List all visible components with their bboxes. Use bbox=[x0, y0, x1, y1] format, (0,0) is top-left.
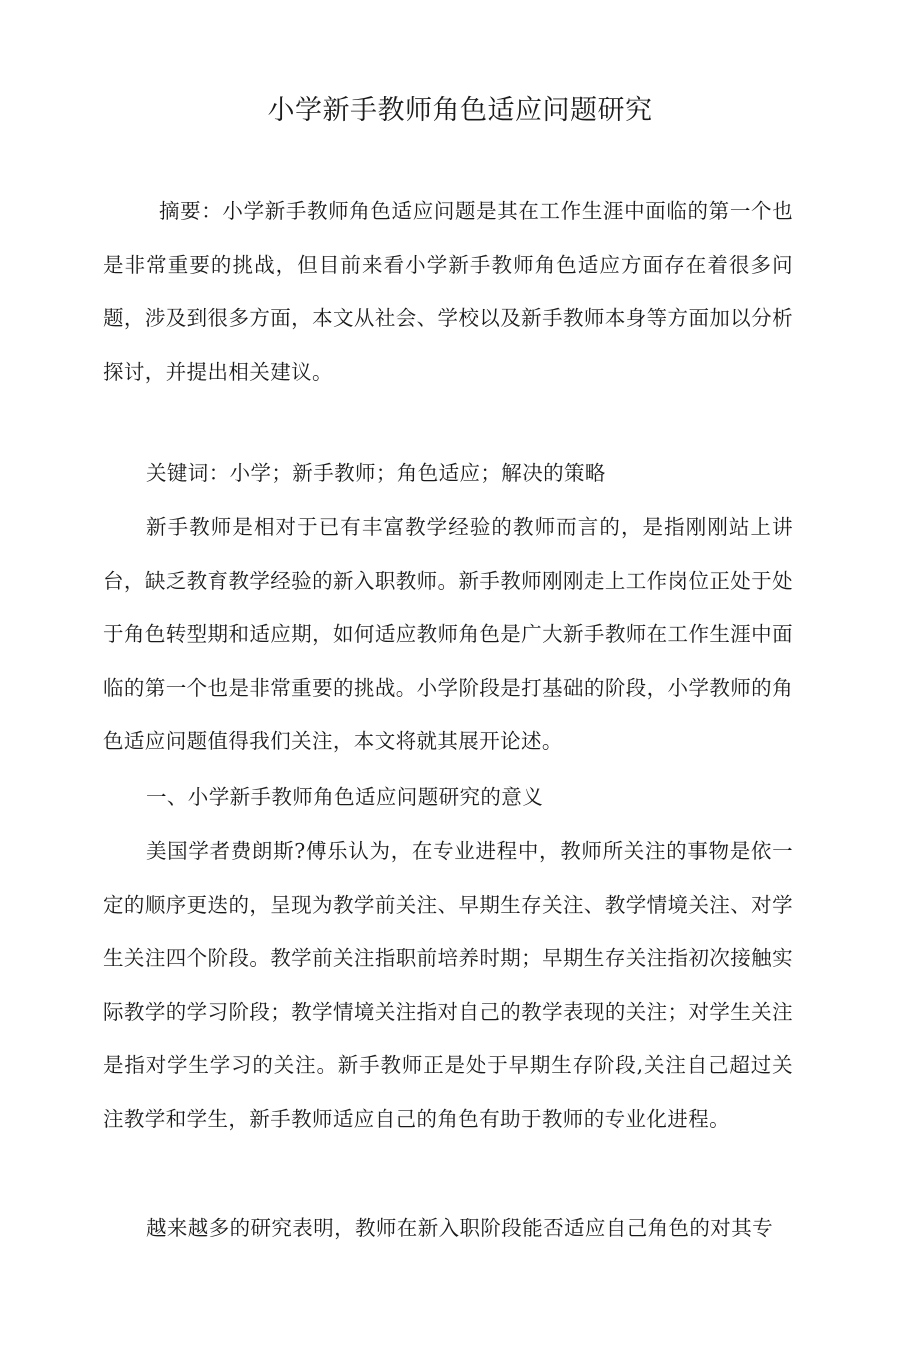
body-paragraph-1: 新手教师是相对于已有丰富教学经验的教师而言的，是指刚刚站上讲台，缺乏教育教学经验的新入职教师。新手教师刚刚走上工作岗位正处于处于角色转型期和适应期，如何适应教师角色是广大新手教师在工作生涯中面临的第一个也是非常重要的挑战。小学阶段是打基础的阶段，小学教师的角色适应问题值得我们关注，本文将就其展开论述。 bbox=[103, 515, 793, 753]
section-heading-1: 一、小学新手教师角色适应问题研究的意义 bbox=[146, 785, 544, 809]
body-paragraph-3: 越来越多的研究表明，教师在新入职阶段能否适应自己角色的对其专 bbox=[146, 1216, 773, 1240]
abstract-text: 摘要：小学新手教师角色适应问题是其在工作生涯中面临的第一个也是非常重要的挑战，但目前来看小学新手教师角色适应方面存在着很多问题，涉及到很多方面，本文从社会、学校以及新手教师本身等方面加以分析探讨，并提出相关建议。 bbox=[103, 199, 793, 384]
abstract-paragraph bbox=[103, 185, 793, 399]
keywords-line: 关键词：小学；新手教师；角色适应；解决的策略 bbox=[146, 461, 606, 485]
document-title: 小学新手教师角色适应问题研究 bbox=[267, 95, 653, 126]
body-paragraph-2: 美国学者费朗斯?傅乐认为，在专业进程中，教师所关注的事物是依一定的顺序更迭的，呈现为教学前关注、早期生存关注、教学情境关注、对学生关注四个阶段。教学前关注指职前培养时期；早期生存关注指初次接触实际教学的学习阶段；教学情境关注指对自己的教学表现的关注；对学生关注是指对学生学习的关注。新手教师正是处于早期生存阶段,关注自己超过关注教学和学生，新手教师适应自己的角色有助于教师的专业化进程。 bbox=[103, 839, 793, 1131]
